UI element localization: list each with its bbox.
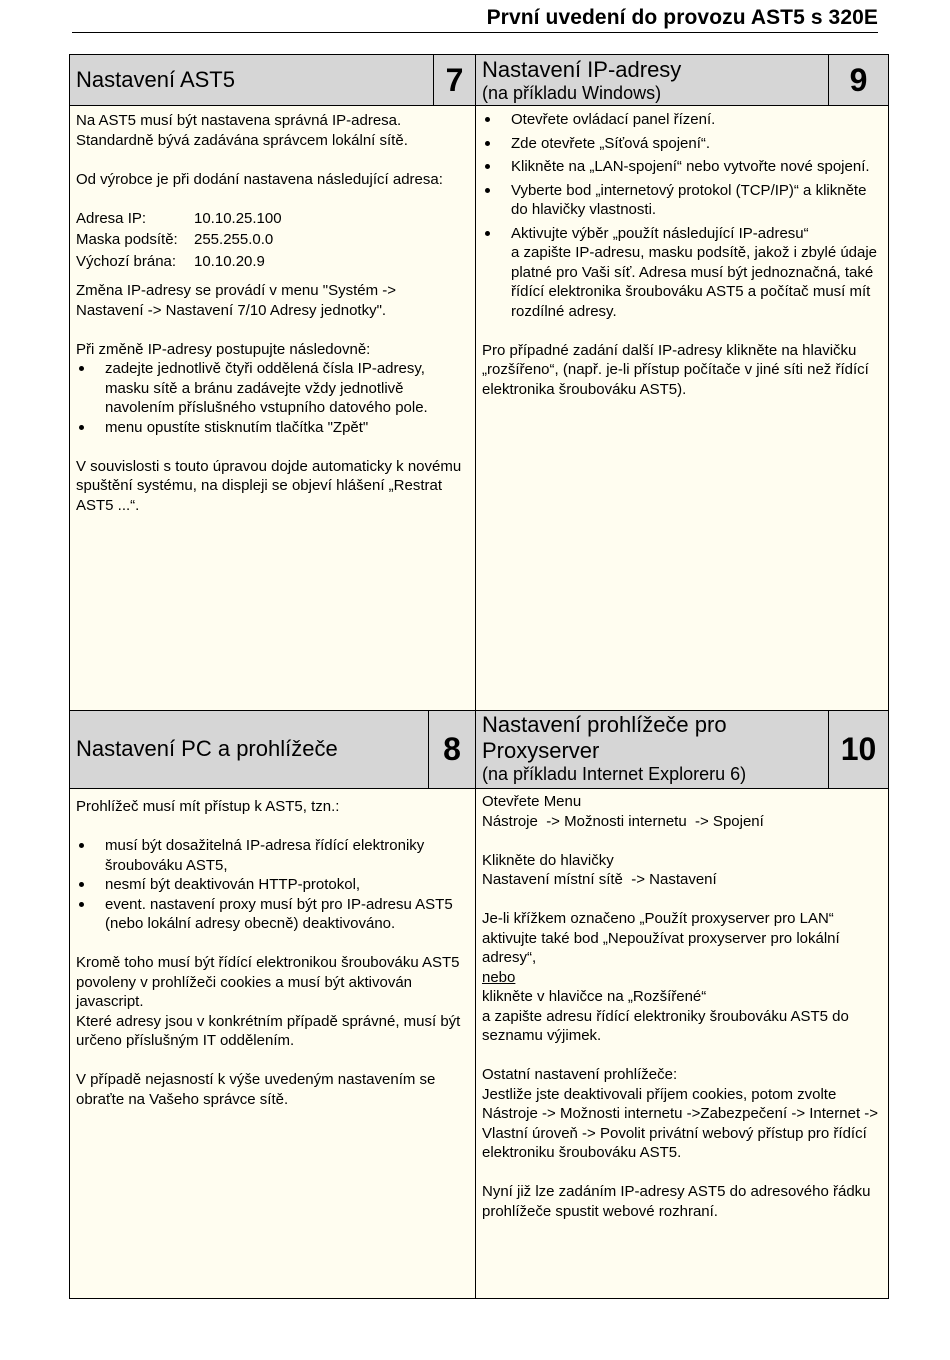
s7-factory-text: Od výrobce je při dodání nastavena následující adresa:	[76, 170, 443, 188]
list-item: zadejte jednotlivě čtyři oddělená čísla IP-adresy, masku sítě a bránu zadávejte vždy jednotlivě navolením příslušného vstupního datového pole.	[76, 359, 467, 418]
s8-contact-text: V případě nejasností k výše uvedeným nastavením se obraťte na Vašeho správce sítě.	[76, 1071, 436, 1108]
gateway-value: 10.10.20.9	[194, 252, 265, 270]
section-9-title: Nastavení IP-adresy	[482, 57, 682, 82]
ip-address-row	[76, 209, 467, 229]
section-9-number: 9	[828, 55, 888, 105]
section-9-title-block	[482, 57, 681, 103]
section-8-body	[76, 797, 467, 1109]
s9-bullet-list	[482, 110, 880, 243]
s10-open-menu: Otevřete Menu	[482, 793, 582, 810]
subnet-mask-label: Maska podsítě:	[76, 231, 178, 248]
s8-addresses-text: Které adresy jsou v konkrétním případě správné, musí být určeno příslušným IT oddělením.	[76, 1012, 461, 1049]
s8-intro: Prohlížeč musí mít přístup k AST5, tzn.:	[76, 798, 340, 815]
document-title: První uvedení do provozu AST5 s 320E	[486, 6, 878, 29]
s10-other-settings-label: Ostatní nastavení prohlížeče:	[482, 1066, 678, 1083]
list-item: Vyberte bod „internetový protokol (TCP/IP)“ a klikněte do hlavičky vlastnosti.	[482, 181, 880, 220]
list-item: event. nastavení proxy musí být pro IP-adresu AST5 (nebo lokální adresy obecně) deaktivováno.	[76, 895, 467, 934]
section-7-header	[70, 55, 475, 106]
s10-proxy-text: Je-li křížkem označeno „Použít proxyserver pro LAN“ aktivujte také bod „Nepoužívat proxyserver pro lokální adresy“,	[482, 910, 840, 966]
s10-click-header: Klikněte do hlavičky	[482, 851, 614, 869]
list-item: Otevřete ovládací panel řízení.	[482, 110, 880, 130]
section-9-subtitle: (na příkladu Windows)	[482, 83, 662, 103]
section-7-ast5-settings	[69, 54, 476, 711]
section-10-proxy-settings	[475, 710, 889, 1299]
s10-lan-path: Nastavení místní sítě -> Nastavení	[482, 871, 717, 888]
section-8-pc-browser-settings	[69, 710, 476, 1299]
list-item: musí být dosažitelná IP-adresa řídící elektroniky šroubováku AST5,	[76, 836, 467, 875]
s10-cookies-text: Jestliže jste deaktivovali příjem cookies, potom zvolte Nástroje -> Možnosti internetu ->Zabezpečení -> Internet -> Vlastní úroveň -> Povolit privátní webový přístup pro řídící elektroniku šroubováku AST5.	[482, 1085, 879, 1161]
s7-menu-path-text: Změna IP-adresy se provádí v menu "Systém -> Nastavení -> Nastavení 7/10 Adresy jednotky".	[76, 282, 397, 319]
section-10-header	[476, 711, 888, 789]
section-10-title-block	[482, 712, 746, 784]
section-10-number: 10	[828, 711, 888, 788]
list-item: nesmí být deaktivován HTTP-protokol,	[76, 875, 467, 895]
list-item: menu opustíte stisknutím tlačítka "Zpět"	[76, 418, 467, 438]
s10-final-text: Nyní již lze zadáním IP-adresy AST5 do adresového řádku prohlížeče spustit webové rozhraní.	[482, 1183, 871, 1220]
section-8-title: Nastavení PC a prohlížeče	[76, 736, 338, 761]
s8-cookies-text: Kromě toho musí být řídící elektronikou šroubováku AST5 povoleny v prohlížeči cookies a musí být aktivován javascript.	[76, 954, 460, 1010]
s10-advanced-text: klikněte v hlavičce na „Rozšířené“	[482, 988, 707, 1005]
s8-bullet-list	[76, 836, 467, 934]
list-item: Zde otevřete „Síťová spojení“.	[482, 134, 880, 154]
list-item: Aktivujte výběr „použít následující IP-adresu“	[482, 224, 880, 244]
subnet-mask-row	[76, 230, 467, 250]
s7-bullet-list	[76, 359, 467, 437]
section-8-header	[70, 711, 475, 789]
section-10-title-line2: Proxyserver	[482, 738, 600, 763]
s9-extra-address-text: Pro případné zadání další IP-adresy klikněte na hlavičku „rozšířeno“, (např. je-li přístup počítače v jiné síti než řídící elektronika šroubováku AST5).	[482, 341, 869, 398]
s9-continuation-text: a zapište IP-adresu, masku podsítě, jakož i zbylé údaje platné pro Vaši síť. Adresa musí být jednoznačná, také řídící elektronika šroubováku AST5 a počítač musí mít rozdílné adresy.	[511, 244, 878, 320]
list-item: Klikněte na „LAN-spojení“ nebo vytvořte nové spojení.	[482, 157, 880, 177]
section-10-body	[482, 792, 880, 1221]
section-7-body	[76, 111, 467, 515]
section-10-subtitle: (na příkladu Internet Exploreru 6)	[482, 764, 747, 784]
section-9-header	[476, 55, 888, 106]
subnet-mask-value: 255.255.0.0	[194, 231, 274, 248]
ip-address-label: Adresa IP:	[76, 209, 147, 227]
s10-menu-path: Nástroje -> Možnosti internetu -> Spojení	[482, 812, 764, 830]
s7-restart-note: V souvislosti s touto úpravou dojde automaticky k novému spuštění systému, na displeji se objeví hlášení „Restrat AST5 ...“.	[76, 457, 462, 514]
gateway-label: Výchozí brána:	[76, 252, 177, 270]
section-10-title-line1: Nastavení prohlížeče pro	[482, 712, 727, 737]
s7-intro: Na AST5 musí být nastavena správná IP-adresa. Standardně bývá zadávána správcem lokální sítě.	[76, 112, 408, 149]
section-7-title: Nastavení AST5	[76, 67, 235, 92]
section-9-body	[482, 110, 880, 399]
s10-or-label: nebo	[482, 968, 516, 986]
section-8-number: 8	[428, 711, 475, 788]
section-7-number: 7	[433, 55, 475, 105]
document-header	[72, 6, 878, 33]
gateway-row	[76, 252, 467, 272]
section-9-ip-address-settings	[475, 54, 889, 711]
s7-procedure-text: Při změně IP-adresy postupujte následovně:	[76, 340, 371, 358]
s10-exceptions-text: a zapište adresu řídící elektroniky šroubováku AST5 do seznamu výjimek.	[482, 1007, 849, 1044]
ip-address-value: 10.10.25.100	[194, 209, 282, 227]
